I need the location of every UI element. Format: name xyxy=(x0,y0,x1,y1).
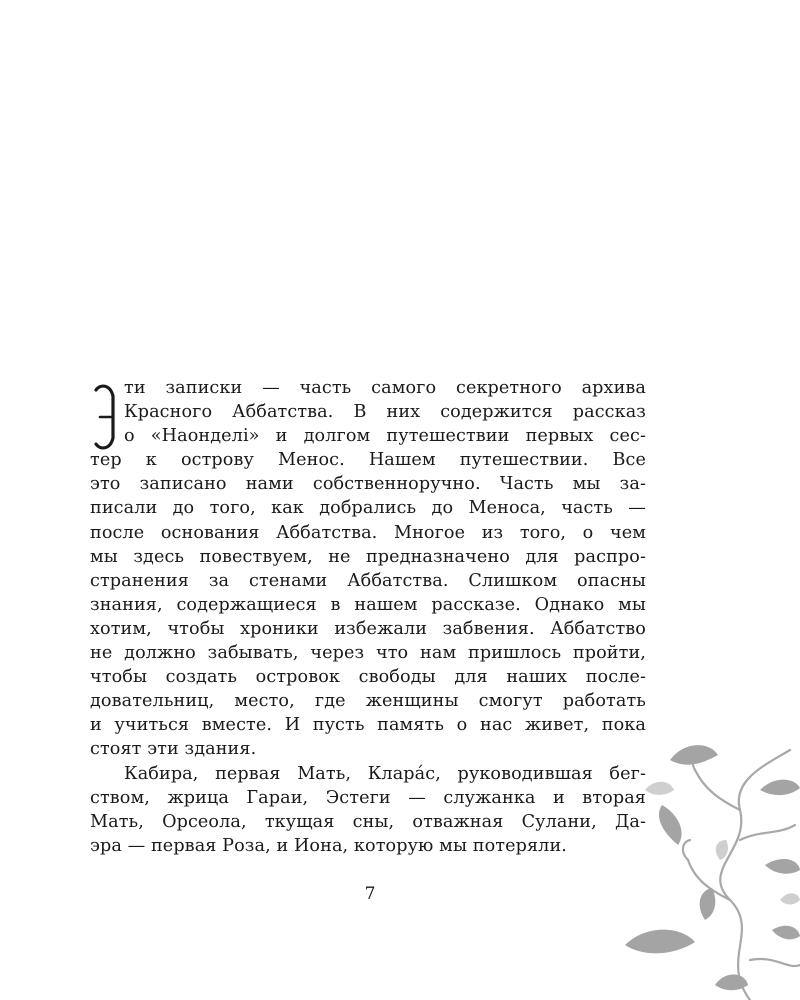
paragraph-1 xyxy=(90,376,646,762)
paragraph-2 xyxy=(90,762,646,858)
text-line: после основания Аббатства. Многое из того, о чем xyxy=(90,522,646,543)
text-line: о «Наонделi» и долгом путешествии первых сес- xyxy=(124,426,646,447)
text-line: Кабира, первая Мать, Клара́с, руководившая бег- xyxy=(124,763,646,784)
text-line: чтобы создать островок свободы для наших после- xyxy=(90,667,646,688)
text-line: это записано нами собственноручно. Часть мы за- xyxy=(90,474,646,495)
text-line: знания, содержащиеся в нашем рассказе. Однако мы xyxy=(90,594,646,615)
vine-ornament-icon xyxy=(600,730,800,1000)
text-line: не должно забывать, через что нам пришлось пройти, xyxy=(90,643,646,664)
text-line: тер к острову Менос. Нашем путешествии. Все xyxy=(90,450,646,471)
text-line: стоят эти здания. xyxy=(90,739,257,760)
text-line: и учиться вместе. И пусть память о нас живет, пока xyxy=(90,715,646,736)
text-line: хотим, чтобы хроники избежали забвения. Аббатство xyxy=(90,618,646,639)
text-line: Красного Аббатства. В них содержится рассказ xyxy=(124,402,646,423)
text-line: мы здесь повествуем, не предназначено для распро- xyxy=(90,546,646,567)
text-line: писали до того, как добрались до Меноса, часть — xyxy=(90,498,646,519)
text-line: странения за стенами Аббатства. Слишком опасны xyxy=(90,570,646,591)
body-text xyxy=(90,376,646,858)
text-line: довательниц, место, где женщины смогут работать xyxy=(90,691,646,712)
text-line: Мать, Орсеола, ткущая сны, отважная Сулани, Да- xyxy=(90,811,646,832)
text-line: эра — первая Роза, и Иона, которую мы потеряли. xyxy=(90,835,567,856)
page-number: 7 xyxy=(364,884,376,904)
text-line: ти записки — часть самого секретного архива xyxy=(124,378,646,398)
text-line: ством, жрица Гараи, Эстеги — служанка и вторая xyxy=(90,787,646,808)
